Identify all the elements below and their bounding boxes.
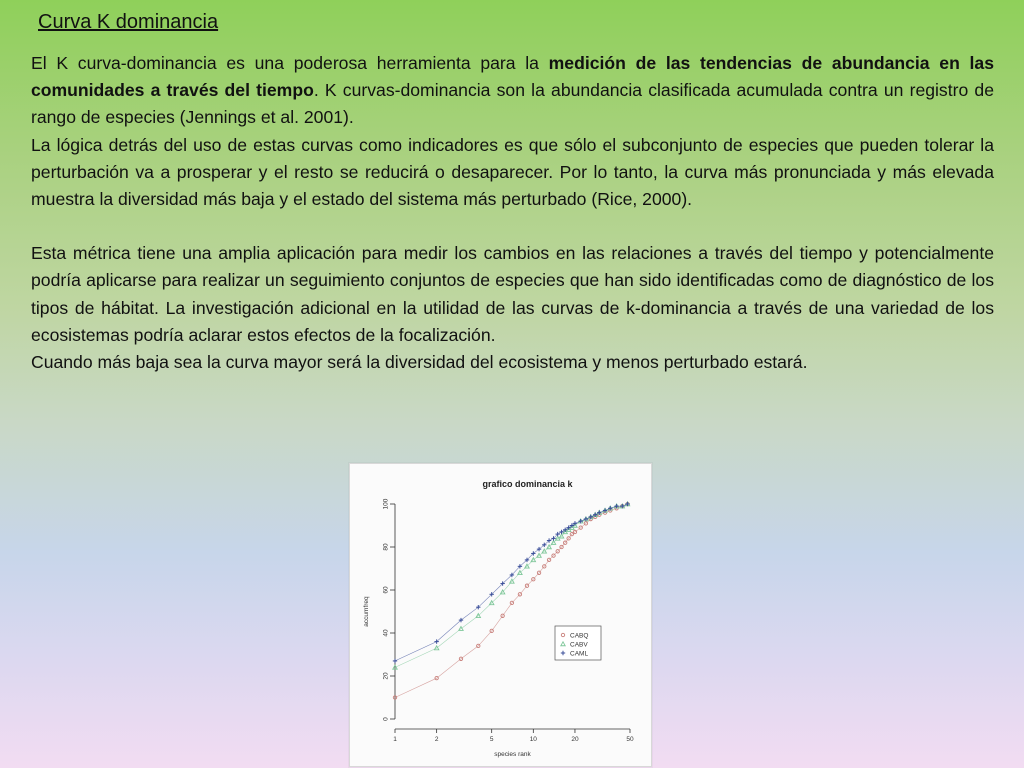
paragraph-1: [31, 50, 994, 132]
data-point-caml: [393, 659, 397, 663]
y-tick-label: 0: [382, 717, 390, 721]
y-tick-label: 80: [382, 543, 390, 551]
legend-label-caml: CAML: [570, 650, 589, 658]
x-axis-label: species rank: [494, 751, 531, 758]
y-axis-label: accumfreq: [363, 596, 370, 627]
page-title: Curva K dominancia: [38, 11, 219, 33]
series-line-cabq: [395, 504, 628, 698]
paragraph-2: La lógica detrás del uso de estas curvas como indicadores es que sólo el subconjunto de especies que pueden tolerar la perturbación va a prosperar y el resto se reducirá o desaparecer. Por lo tanto, la curva más pronunciada y más elevada muestra la diversidad más baja y el estado del sistema más perturbado (Rice, 2000).: [31, 134, 994, 210]
x-tick-label: 20: [571, 736, 579, 743]
paragraph-3: Esta métrica tiene una amplia aplicación para medir los cambios en las relaciones a través del tiempo y potencialmente podría aplicarse para realizar un seguimiento conjuntos de especies que han sido identificadas como de diagnóstico de los tipos de hábitat. La investigación adicional en la utilidad de las curvas de k-dominancia a través de una variedad de los ecosistemas podría aclarar estos efectos de la focalización.: [31, 243, 994, 345]
x-tick-label: 50: [626, 736, 634, 743]
x-tick-label: 5: [489, 736, 494, 743]
k-dominance-chart: [349, 463, 652, 767]
x-tick-label: 1: [393, 736, 397, 743]
paragraph-1-part-a: El K curva-dominancia es una poderosa herramienta para la: [31, 53, 549, 73]
legend-label-cabv: CABV: [570, 641, 588, 649]
paragraph-1-part-c: . K curvas-dominancia son la abundancia clasificada acumulada contra un registro de rango de especies (Jennings et al. 2001).: [31, 80, 994, 128]
chart-svg: [350, 464, 651, 766]
y-tick-label: 20: [382, 672, 390, 680]
chart-title: grafico dominancia k: [482, 479, 573, 489]
body-text: [31, 50, 994, 376]
y-tick-label: 40: [382, 629, 390, 637]
paragraph-4: Cuando más baja sea la curva mayor será la diversidad del ecosistema y menos perturbado estará.: [31, 352, 808, 373]
x-tick-label: 2: [434, 736, 439, 743]
y-tick-label: 60: [382, 586, 390, 594]
data-point-caml: [573, 521, 577, 525]
x-tick-label: 10: [529, 736, 537, 743]
paragraph-1-bold: medición de las tendencias de abundancia en las comunidades a través del tiempo: [31, 53, 994, 101]
paragraph-spacer: [31, 213, 994, 240]
legend-label-cabq: CABQ: [570, 632, 589, 640]
y-tick-label: 100: [382, 498, 390, 510]
